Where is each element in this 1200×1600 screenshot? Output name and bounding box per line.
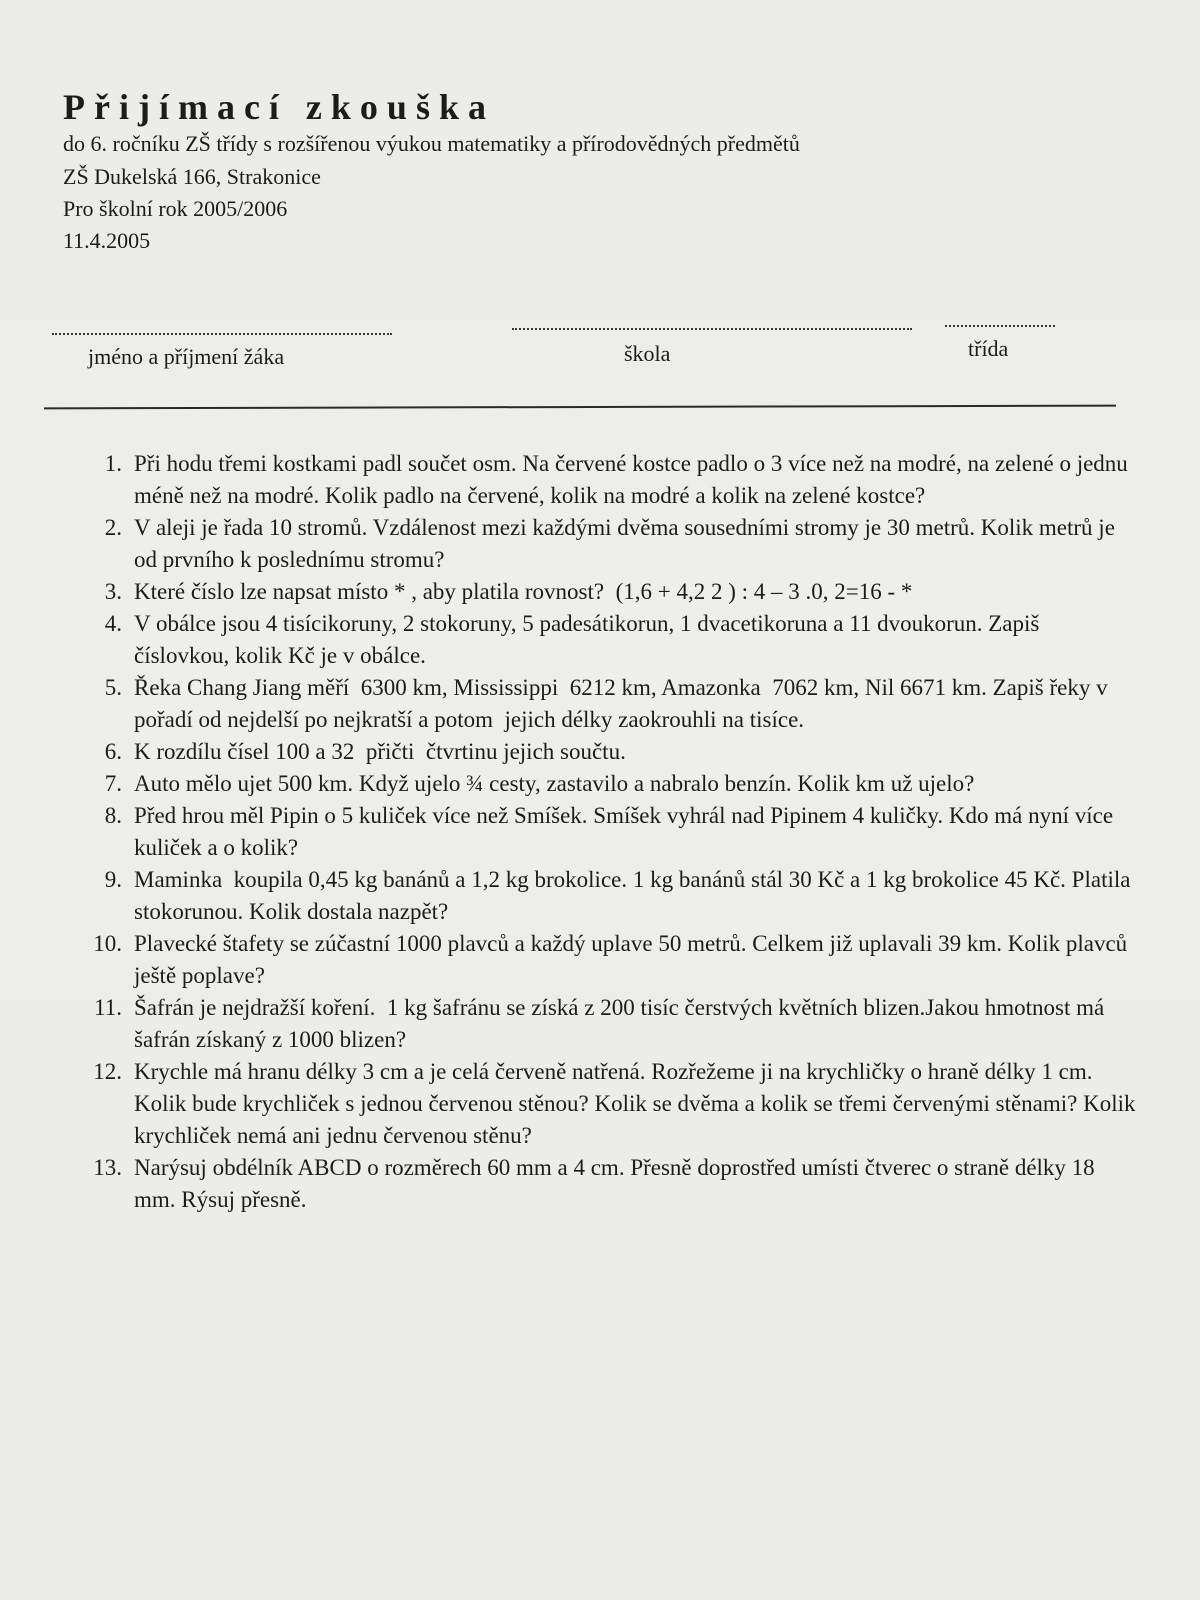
question-number: 4. bbox=[104, 611, 122, 636]
school-label: škola bbox=[624, 341, 671, 366]
class-label: třída bbox=[968, 336, 1009, 361]
question-list bbox=[78, 448, 1142, 1216]
question-number: 12. bbox=[93, 1059, 122, 1084]
question-text: Šafrán je nejdražší koření. 1 kg šafránu se získá z 200 tisíc čerstvých květních blizen.Jakou hmotnost má šafrán získaný z 1000 blizen? bbox=[134, 995, 1110, 1052]
question-item bbox=[78, 864, 1138, 928]
question-item bbox=[78, 800, 1138, 864]
header-separator bbox=[44, 405, 1116, 410]
question-item bbox=[78, 672, 1138, 736]
question-item bbox=[78, 1152, 1138, 1216]
question-text: Při hodu třemi kostkami padl součet osm. Na červené kostce padlo o 3 více než na modré, na zelené o jednu méně než na modré. Kolik padlo na červené, kolik na modré a kolik na zelené kostce? bbox=[134, 451, 1134, 508]
question-text: Maminka koupila 0,45 kg banánů a 1,2 kg brokolice. 1 kg banánů stál 30 Kč a 1 kg brokolice 45 Kč. Platila stokorunou. Kolik dostala nazpět? bbox=[134, 867, 1137, 924]
question-text: Před hrou měl Pipin o 5 kuliček více než Smíšek. Smíšek vyhrál nad Pipinem 4 kuličky. Kdo má nyní více kuliček a o kolik? bbox=[134, 803, 1119, 860]
question-item bbox=[78, 608, 1138, 672]
school-year: Pro školní rok 2005/2006 bbox=[63, 196, 288, 221]
exam-title: Přijímací zkouška bbox=[63, 87, 495, 127]
question-text: Plavecké štafety se zúčastní 1000 plavců a každý uplave 50 metrů. Celkem již uplavali 39 km. Kolik plavců ještě poplave? bbox=[134, 931, 1133, 988]
question-number: 8. bbox=[104, 803, 122, 828]
question-text: V aleji je řada 10 stromů. Vzdálenost mezi každými dvěma sousedními stromy je 30 metrů. Kolik metrů je od prvního k poslednímu stromu? bbox=[134, 515, 1121, 572]
question-item bbox=[78, 512, 1138, 576]
exam-date: 11.4.2005 bbox=[63, 228, 151, 253]
question-text: Které číslo lze napsat místo * , aby platila rovnost? (1,6 + 4,2 2 ) : 4 – 3 .0, 2=16 - * bbox=[134, 579, 913, 604]
question-number: 7. bbox=[104, 771, 122, 796]
question-number: 1. bbox=[104, 451, 122, 476]
question-number: 10. bbox=[93, 931, 122, 956]
exam-subtitle: do 6. ročníku ZŠ třídy s rozšířenou výukou matematiky a přírodovědných předmětů bbox=[63, 131, 800, 156]
student-name-label: jméno a příjmení žáka bbox=[88, 344, 285, 369]
question-text: Narýsuj obdélník ABCD o rozměrech 60 mm a 4 cm. Přesně doprostřed umísti čtverec o straně délky 18 mm. Rýsuj přesně. bbox=[134, 1155, 1101, 1212]
question-number: 11. bbox=[94, 995, 122, 1020]
question-number: 5. bbox=[104, 675, 122, 700]
question-text: V obálce jsou 4 tisícikoruny, 2 stokoruny, 5 padesátikorun, 1 dvacetikoruna a 11 dvoukorun. Zapiš číslovkou, kolik Kč je v obálce. bbox=[134, 611, 1046, 668]
question-number: 2. bbox=[104, 515, 122, 540]
question-item bbox=[78, 448, 1138, 512]
question-item bbox=[78, 928, 1138, 992]
question-item bbox=[78, 576, 1138, 608]
question-text: K rozdílu čísel 100 a 32 přičti čtvrtinu jejich součtu. bbox=[134, 739, 626, 764]
question-text: Řeka Chang Jiang měří 6300 km, Mississippi 6212 km, Amazonka 7062 km, Nil 6671 km. Zapiš řeky v pořadí od nejdelší po nejkratší a potom jejich délky zaokrouhli na tisíce. bbox=[134, 675, 1114, 732]
school-line bbox=[512, 328, 912, 330]
question-number: 3. bbox=[104, 579, 122, 604]
question-item bbox=[78, 1056, 1142, 1152]
question-text: Auto mělo ujet 500 km. Když ujelo ¾ cesty, zastavilo a nabralo benzín. Kolik km už ujelo? bbox=[134, 771, 975, 796]
question-number: 6. bbox=[104, 739, 122, 764]
student-name-line bbox=[52, 333, 392, 335]
question-item bbox=[78, 768, 1138, 800]
question-number: 9. bbox=[104, 867, 122, 892]
question-number: 13. bbox=[93, 1155, 122, 1180]
question-item bbox=[78, 992, 1138, 1056]
question-item bbox=[78, 736, 1138, 768]
question-text: Krychle má hranu délky 3 cm a je celá červeně natřená. Rozřežeme ji na krychličky o hraně délky 1 cm. Kolik bude krychliček s jednou červenou stěnou? Kolik se dvěma a kolik se třemi červenými stěnami? Kolik krychliček nemá ani jednu červenou stěnu? bbox=[134, 1059, 1142, 1148]
class-line bbox=[945, 325, 1055, 327]
school-address: ZŠ Dukelská 166, Strakonice bbox=[63, 164, 321, 189]
